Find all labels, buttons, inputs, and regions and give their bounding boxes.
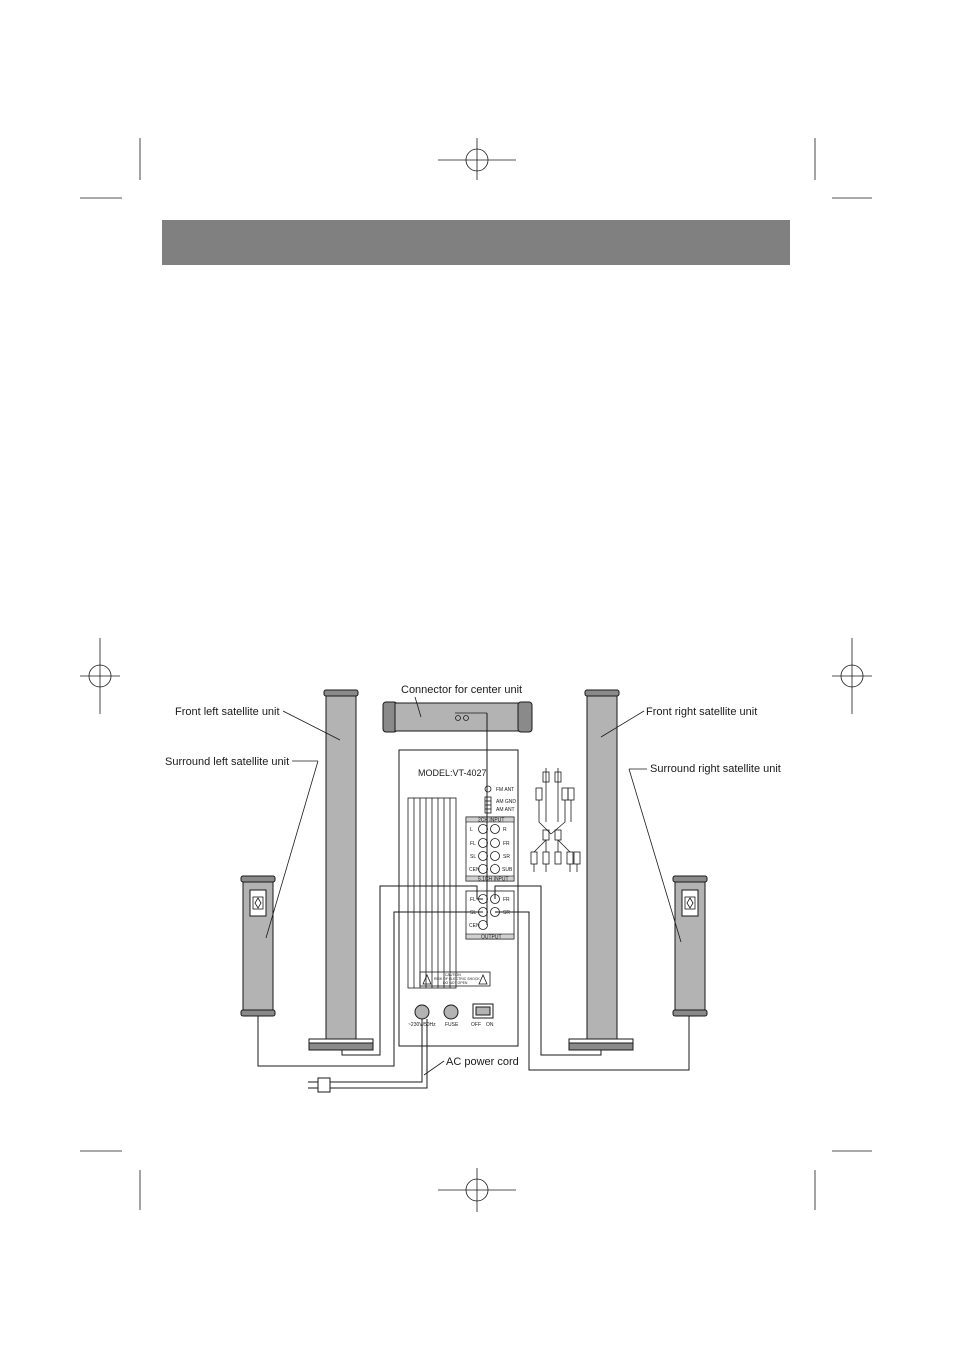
svg-text:R: R: [503, 827, 507, 833]
svg-text:~230V/50Hz: ~230V/50Hz: [408, 1022, 436, 1028]
svg-text:CAUTION: CAUTION: [445, 973, 461, 977]
label-surround-left: Surround left satellite unit: [165, 756, 290, 768]
svg-text:FR: FR: [503, 841, 510, 847]
svg-text:CEN: CEN: [469, 923, 480, 929]
svg-text:SL: SL: [470, 910, 477, 916]
svg-text:5.1CH INPUT: 5.1CH INPUT: [478, 876, 509, 883]
svg-text:AM GND: AM GND: [496, 799, 516, 805]
label-surround-right: Surround right satellite unit: [650, 763, 781, 775]
registration-mark-bottom: [438, 1168, 516, 1212]
svg-text:FR: FR: [503, 897, 510, 903]
rca-cable-set: [531, 768, 580, 872]
power-socket: [415, 1005, 429, 1019]
svg-text:FUSE: FUSE: [445, 1022, 459, 1028]
surround-left-speaker: [241, 876, 275, 1016]
svg-text:2CH INPUT: 2CH INPUT: [478, 817, 505, 824]
svg-text:SR: SR: [503, 910, 510, 916]
surround-right-speaker: [673, 876, 707, 1016]
front-left-tower-speaker: [309, 690, 373, 1050]
label-ac-power-cord: AC power cord: [446, 1056, 519, 1068]
svg-text:SR: SR: [503, 854, 510, 860]
svg-text:FL: FL: [470, 897, 476, 903]
svg-text:ON: ON: [486, 1022, 494, 1028]
svg-text:L: L: [470, 827, 473, 833]
svg-text:OUTPUT: OUTPUT: [481, 934, 502, 941]
registration-mark-top: [438, 138, 516, 180]
svg-text:DO NOT OPEN: DO NOT OPEN: [443, 981, 468, 985]
svg-text:FM ANT: FM ANT: [496, 787, 515, 793]
svg-text:CEN: CEN: [469, 867, 480, 873]
label-connector-center: Connector for center unit: [401, 684, 523, 696]
svg-text:SUB: SUB: [502, 867, 513, 873]
label-front-left: Front left satellite unit: [175, 706, 280, 718]
registration-mark-left: [80, 638, 120, 714]
front-right-tower-speaker: [569, 690, 633, 1050]
crop-marks: [80, 138, 872, 1210]
registration-mark-right: [832, 638, 872, 714]
ac-plug: [308, 1078, 330, 1092]
fuse-holder: [444, 1005, 458, 1019]
center-speaker-unit: [383, 702, 532, 732]
svg-text:RISK OF ELECTRIC SHOCK: RISK OF ELECTRIC SHOCK: [434, 977, 480, 981]
svg-text:AM ANT: AM ANT: [496, 807, 515, 813]
svg-text:FL: FL: [470, 841, 476, 847]
label-front-right: Front right satellite unit: [646, 706, 758, 718]
svg-text:SL: SL: [470, 854, 477, 860]
model-label: MODEL:VT-4027: [418, 768, 487, 778]
svg-text:OFF: OFF: [471, 1022, 481, 1028]
subwoofer-rear-panel: [399, 750, 518, 1046]
